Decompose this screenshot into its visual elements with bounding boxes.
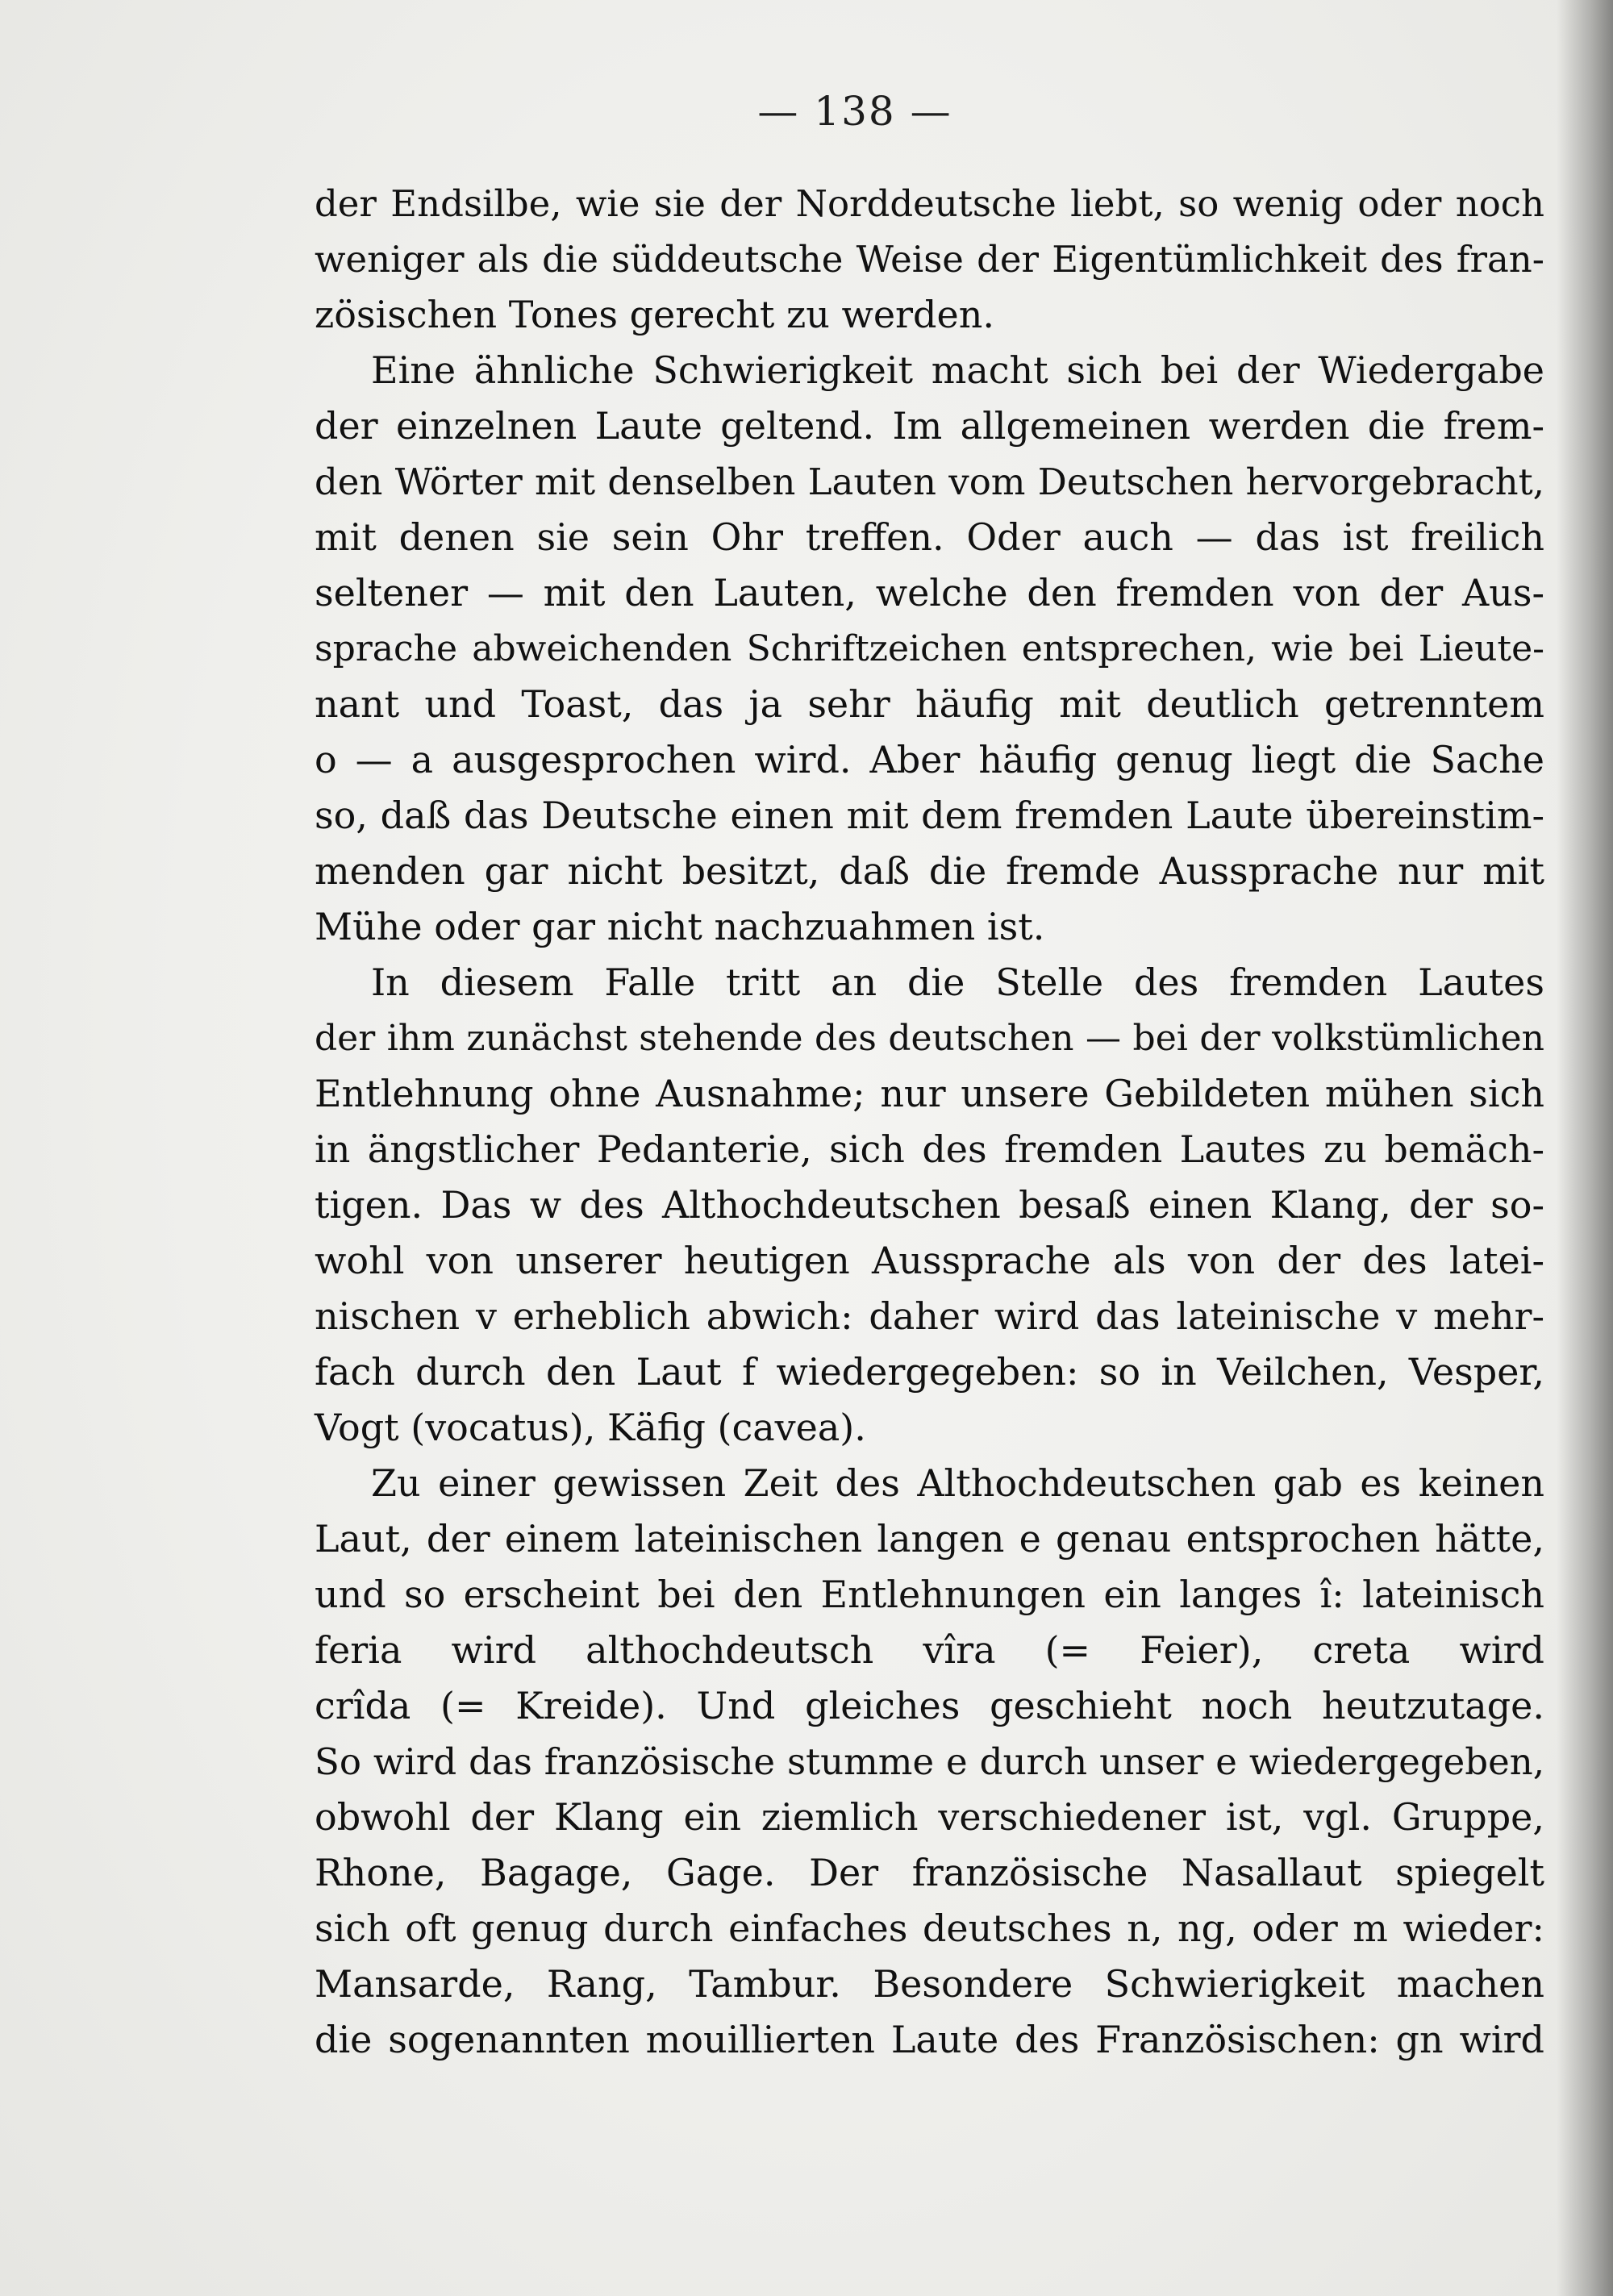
text-line: weniger als die süddeutsche Weise der Eigentümlichkeit des fran- bbox=[315, 238, 1544, 281]
text-line: nant und Toast, das ja sehr häufig mit deutlich getrenntem bbox=[315, 682, 1544, 726]
text-line: der einzelnen Laute geltend. Im allgemeinen werden die frem- bbox=[315, 404, 1544, 448]
text-line: und so erscheint bei den Entlehnungen ein langes î: lateinisch bbox=[315, 1573, 1544, 1616]
text-line: die sogenannten mouillierten Laute des Französischen: gn wird bbox=[315, 2018, 1544, 2061]
text-line: Mühe oder gar nicht nachzuahmen ist. bbox=[315, 905, 1045, 948]
text-line: nischen v erheblich abwich: daher wird das lateinische v mehr- bbox=[315, 1294, 1544, 1338]
text-line: wohl von unserer heutigen Aussprache als von der des latei- bbox=[315, 1239, 1544, 1282]
text-line: In diesem Falle tritt an die Stelle des fremden Lautes bbox=[371, 960, 1544, 1004]
text-line: obwohl der Klang ein ziemlich verschiedener ist, vgl. Gruppe, bbox=[315, 1795, 1544, 1839]
text-line: tigen. Das w des Althochdeutschen besaß einen Klang, der so- bbox=[315, 1183, 1544, 1227]
text-line: o — a ausgesprochen wird. Aber häufig genug liegt die Sache bbox=[315, 738, 1544, 781]
text-line: Entlehnung ohne Ausnahme; nur unsere Gebildeten mühen sich bbox=[315, 1072, 1544, 1115]
text-line: zösischen Tones gerecht zu werden. bbox=[315, 293, 994, 336]
text-line: sich oft genug durch einfaches deutsches n, ng, oder m wieder: bbox=[315, 1906, 1544, 1950]
page-number: — 138 — bbox=[757, 88, 952, 135]
text-line: seltener — mit den Lauten, welche den fremden von der Aus- bbox=[315, 571, 1544, 615]
text-line: mit denen sie sein Ohr treffen. Oder auch — das ist freilich bbox=[315, 515, 1544, 559]
text-line: feria wird althochdeutsch vîra (= Feier), creta wird bbox=[315, 1628, 1544, 1672]
text-line: sprache abweichenden Schriftzeichen entsprechen, wie bei Lieute- bbox=[315, 628, 1544, 669]
text-line: in ängstlicher Pedanterie, sich des fremden Lautes zu bemäch- bbox=[315, 1127, 1544, 1171]
page-gutter-shadow bbox=[1557, 0, 1613, 2296]
text-line: Eine ähnliche Schwierigkeit macht sich bei der Wiedergabe bbox=[371, 348, 1544, 392]
text-line: Zu einer gewissen Zeit des Althochdeutschen gab es keinen bbox=[371, 1461, 1544, 1505]
body-text bbox=[315, 176, 1544, 2068]
text-line: menden gar nicht besitzt, daß die fremde Aussprache nur mit bbox=[315, 849, 1544, 893]
text-line: fach durch den Laut f wiedergegeben: so in Veilchen, Vesper, bbox=[315, 1350, 1544, 1394]
text-line: den Wörter mit denselben Lauten vom Deutschen hervorgebracht, bbox=[315, 460, 1544, 503]
text-line: So wird das französische stumme e durch unser e wiedergegeben, bbox=[315, 1740, 1544, 1783]
text-line: crîda (= Kreide). Und gleiches geschieht noch heutzutage. bbox=[315, 1684, 1544, 1727]
text-line: der ihm zunächst stehende des deutschen — bei der volkstümlichen bbox=[315, 1018, 1544, 1059]
text-line: Vogt (vocatus), Käfig (cavea). bbox=[315, 1406, 866, 1449]
text-line: so, daß das Deutsche einen mit dem fremden Laute übereinstim- bbox=[315, 794, 1544, 837]
text-line: Rhone, Bagage, Gage. Der französische Nasallaut spiegelt bbox=[315, 1851, 1544, 1894]
text-line: der Endsilbe, wie sie der Norddeutsche liebt, so wenig oder noch bbox=[315, 182, 1544, 225]
text-line: Laut, der einem lateinischen langen e genau entsprochen hätte, bbox=[315, 1517, 1544, 1561]
text-line: Mansarde, Rang, Tambur. Besondere Schwierigkeit machen bbox=[315, 1962, 1544, 2006]
